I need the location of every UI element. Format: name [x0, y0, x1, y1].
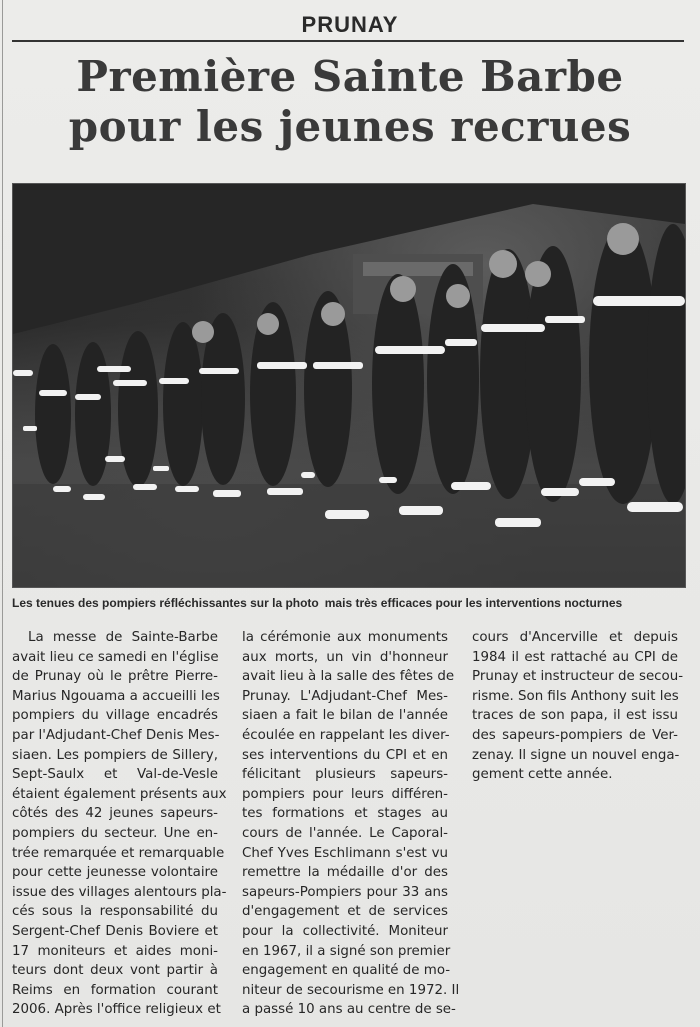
body-line: avait lieu ce samedi en l'église — [12, 649, 219, 665]
headline — [12, 52, 688, 152]
body-line: avait lieu à la salle des fêtes de — [242, 669, 455, 685]
body-line: gement cette année. — [472, 767, 613, 783]
body-line: risme. Son fils Anthony suit les — [472, 688, 679, 704]
headline-line-2: pour les jeunes recrues — [68, 102, 632, 151]
photo-caption — [12, 596, 688, 610]
body-line: ses interventions du CPI et en — [242, 747, 448, 763]
body-line: cours de l'année. Le Caporal- — [242, 825, 448, 841]
body-line: écoulée en rappelant les diver- — [242, 727, 450, 743]
body-line: Marius Ngouama a accueilli les — [12, 688, 220, 704]
body-line: niteur de secourisme en 1972. Il — [242, 982, 460, 998]
body-line: pompiers du village encadrés — [12, 708, 218, 724]
headline-line-1: Première Sainte Barbe — [76, 52, 624, 101]
body-line: Reims en formation courant — [12, 982, 218, 998]
body-line: tes formations et stages au — [242, 806, 448, 822]
column-divider — [2, 0, 3, 1027]
body-line: par l'Adjudant-Chef Denis Mes- — [12, 727, 220, 743]
body-column-1 — [12, 628, 227, 1020]
body-line: zenay. Il signe un nouvel enga- — [472, 747, 680, 763]
body-line: aux morts, un vin d'honneur — [242, 649, 448, 665]
body-line: remettre la médaille d'or des — [242, 865, 448, 881]
article-body — [12, 628, 688, 1018]
section-label: PRUNAY — [301, 12, 399, 37]
body-column-2 — [242, 628, 460, 1020]
body-line: siaen a fait le bilan de l'année — [242, 708, 448, 724]
roof-shape — [13, 184, 685, 334]
body-line: pompiers du secteur. Une en- — [12, 825, 218, 841]
body-line: Prunay et instructeur de secou- — [472, 669, 684, 685]
body-line: Sept-Saulx et Val-de-Vesle — [12, 767, 218, 783]
body-line: la cérémonie aux monuments — [242, 630, 448, 645]
ground-shape — [13, 484, 685, 587]
body-line: d'engagement et de services — [242, 904, 448, 920]
body-line: étaient également présents aux — [12, 786, 227, 802]
body-line: teurs dont deux vont partir à — [12, 963, 218, 979]
body-line: des sapeurs-pompiers de Ver- — [472, 727, 678, 743]
body-line: Prunay. L'Adjudant-Chef Mes- — [242, 688, 448, 704]
body-line: pompiers pour leurs différen- — [242, 786, 448, 802]
body-line: de Prunay où le prêtre Pierre- — [12, 669, 218, 685]
body-column-3 — [472, 628, 684, 785]
caption-part-2: mais très efficaces pour les interventions nocturnes — [324, 596, 623, 610]
body-line: cours d'Ancerville et depuis — [472, 630, 678, 645]
body-line: siaen. Les pompiers de Sillery, — [12, 747, 218, 763]
body-line: 2006. Après l'office religieux et — [12, 1002, 221, 1018]
body-line: en 1967, il a signé son premier — [242, 943, 451, 959]
body-line: côtés des 42 jeunes sapeurs- — [12, 806, 218, 822]
body-line: pour la collectivité. Moniteur — [242, 923, 448, 939]
article-photo — [12, 183, 686, 588]
body-line: traces de son papa, il est issu — [472, 708, 678, 724]
body-line: Chef Yves Eschlimann s'est vu — [242, 845, 448, 861]
body-line: 17 moniteurs et aides moni- — [12, 943, 218, 959]
body-line: issue des villages alentours pla- — [12, 884, 227, 900]
section-rule — [12, 40, 684, 42]
body-line: pour cette jeunesse volontaire — [12, 865, 218, 881]
caption-part-1: Les tenues des pompiers réfléchissantes sur la photo — [12, 596, 319, 610]
body-line: a passé 10 ans au centre de se- — [242, 1002, 456, 1018]
body-line: sapeurs-Pompiers pour 33 ans — [242, 884, 448, 900]
body-line: La messe de Sainte-Barbe — [28, 630, 218, 645]
body-line: trée remarquée et remarquable — [12, 845, 225, 861]
body-line: Sergent-Chef Denis Boviere et — [12, 923, 218, 939]
firefighters-illustration — [13, 184, 685, 587]
body-line: cés sous la responsabilité du — [12, 904, 218, 920]
body-line: 1984 il est rattaché au CPI de — [472, 649, 678, 665]
body-line: félicitant plusieurs sapeurs- — [242, 767, 448, 783]
body-line: engagement en qualité de mo- — [242, 963, 451, 979]
